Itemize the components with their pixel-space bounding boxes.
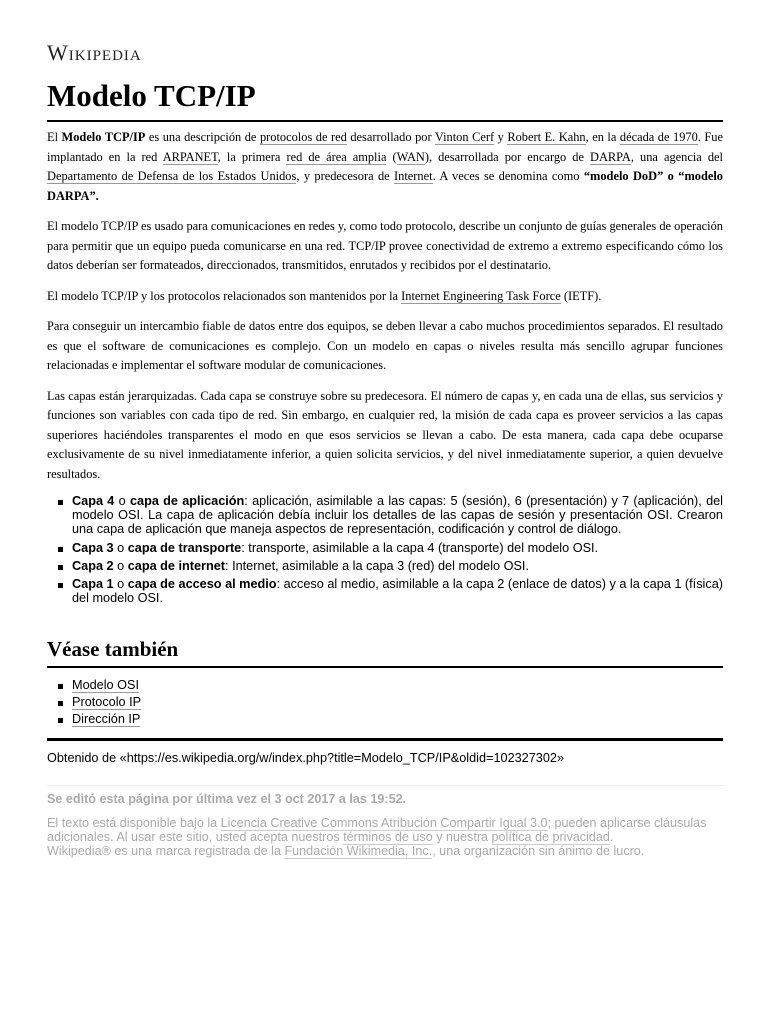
link-wan[interactable]: WAN [396, 149, 425, 164]
text: o [113, 540, 128, 555]
wordmark-text: Wikipedia [47, 40, 142, 65]
list-item [72, 711, 723, 728]
link-license[interactable]: Licencia Creative Commons Atribución Compartir Igual 3.0 [220, 816, 548, 831]
permanent-link[interactable]: https://es.wikipedia.org/w/index.php?title=Modelo_TCP/IP&oldid=102327302 [126, 751, 557, 766]
text: Wikipedia® es una marca registrada de la [47, 844, 285, 859]
layer-number: Capa 4 [72, 494, 115, 508]
paragraph-hierarchy: Las capas están jerarquizadas. Cada capa se construye sobre su predecesora. El número de capas y, en cada una de ellas, sus servicios y funciones son variables con cada tipo de red. Sin embargo, en cualquier red, la misión de cada capa es proveer servicios a las capas superiores haciéndoles transparentes el modo en que esos servicios se llevan a cabo. De esta manera, cada capa debe ocuparse exclusivamente de su nivel inmediatamente inferior, a quien solicita servicios, y del nivel inmediatamente superior, a quien devuelve resultados. [47, 388, 723, 481]
layer-number: Capa 3 [72, 540, 114, 555]
link-privacy-policy[interactable]: política de privacidad [491, 830, 610, 845]
last-edited: Se editó esta página por última vez el 3 oct 2017 a las 19:52. [47, 792, 407, 807]
list-item [72, 541, 723, 555]
text: . Fue implantado en la red [47, 130, 723, 164]
layers-list [47, 494, 723, 605]
layer-number: Capa 2 [72, 558, 114, 573]
text: ), desarrollada por encargo de [424, 149, 591, 164]
list-item [72, 494, 723, 537]
text: El modelo TCP/IP y los protocolos relacionados son mantenidos por la [47, 288, 402, 303]
link-decada-1970[interactable]: década de 1970 [619, 130, 698, 144]
text: , la primera [217, 149, 287, 164]
text: , una agencia del [630, 149, 723, 164]
text: El [47, 130, 62, 144]
text: desarrollado por [346, 130, 435, 144]
text: , en la [585, 130, 620, 144]
text: es una descripción de [145, 130, 260, 144]
layer-description: : aplicación, asimilable a las capas: 5 (sesión), 6 (presentación) y 7 (aplicación), del modelo OSI. La capa de aplicación debía incluir los detalles de las capas de sesión y presentación OSI. Crearon una capa de aplicación que maneja aspectos de representación, codificación y control de diálogo. [72, 494, 723, 537]
page-title: Modelo TCP/IP [47, 76, 723, 122]
link-modelo-osi[interactable]: Modelo OSI [72, 678, 139, 693]
text: , y predecesora de [296, 169, 395, 183]
text: . A veces se denomina como [432, 169, 584, 183]
text: » [556, 751, 565, 766]
list-item [72, 694, 723, 711]
layer-description: : acceso al medio, asimilable a la capa 2 (enlace de datos) y a la capa 1 (física) del modelo OSI. [72, 577, 723, 606]
text: o [114, 494, 130, 508]
layer-description: : transporte, asimilable a la capa 4 (transporte) del modelo OSI. [241, 540, 599, 555]
intro-paragraph [47, 128, 723, 206]
link-protocolos-de-red[interactable]: protocolos de red [259, 130, 347, 144]
layer-name: capa de acceso al medio [127, 577, 277, 592]
section-heading-see-also: Véase también [47, 635, 723, 668]
text: (IETF). [560, 288, 602, 303]
bold-term: Modelo TCP/IP [61, 130, 146, 144]
list-item [72, 577, 723, 605]
text: o [113, 558, 128, 573]
text: ; pueden aplicarse cláusulas adicionales. Al usar este sitio, usted acepta nuestros [47, 816, 707, 845]
layer-number: Capa 1 [72, 577, 114, 592]
paragraph-ietf [47, 287, 723, 307]
text: . [609, 830, 614, 845]
text: o [113, 577, 128, 592]
bold-alias: “modelo DoD” o “modelo DARPA”. [47, 169, 723, 203]
layer-name: capa de transporte [127, 540, 242, 555]
text: El texto está disponible bajo la [47, 816, 221, 831]
article-page [47, 40, 723, 858]
layer-name: capa de aplicación [129, 494, 245, 508]
link-robert-kahn[interactable]: Robert E. Kahn [507, 130, 586, 144]
paragraph-layers-intro: Para conseguir un intercambio fiable de datos entre dos equipos, se deben llevar a cabo muchos procedimientos separados. El resultado es que el software de comunicaciones es complejo. Con un modelo en capas o niveles resulta más sencillo agrupar funciones relacionadas e implementar el software modular de comunicaciones. [47, 319, 723, 372]
layer-description: : Internet, asimilable a la capa 3 (red) del modelo OSI. [225, 558, 529, 573]
link-darpa[interactable]: DARPA [590, 149, 631, 164]
link-departamento-defensa[interactable]: Departamento de Defensa de los Estados Unidos [47, 169, 297, 183]
link-terms-of-use[interactable]: términos de uso [343, 830, 433, 845]
text: y nuestra [432, 830, 492, 845]
wikipedia-wordmark[interactable] [47, 40, 723, 66]
page-footer [47, 785, 723, 858]
link-wikimedia-foundation[interactable]: Fundación Wikimedia, Inc. [284, 844, 433, 859]
text: , una organización sin ánimo de lucro. [432, 844, 645, 859]
link-arpanet[interactable]: ARPANET [162, 149, 218, 164]
layer-name: capa de internet [127, 558, 226, 573]
link-direccion-ip[interactable]: Dirección IP [72, 712, 141, 727]
link-red-area-amplia[interactable]: red de área amplia [286, 149, 387, 164]
retrieved-from [47, 738, 723, 765]
see-also-list [47, 677, 723, 728]
text: y [494, 130, 508, 144]
link-vinton-cerf[interactable]: Vinton Cerf [434, 130, 495, 144]
text: ( [386, 149, 397, 164]
license-text [47, 816, 723, 844]
link-protocolo-ip[interactable]: Protocolo IP [72, 695, 142, 710]
paragraph-usage: El modelo TCP/IP es usado para comunicaciones en redes y, como todo protocolo, describe un conjunto de guías generales de operación para permitir que un equipo pueda comunicarse en una red. TCP/IP provee conectividad de extremo a extremo especificando cómo los datos deberían ser formateados, direccionados, transmitidos, enrutados y recibidos por el destinatario. [47, 219, 723, 272]
link-ietf[interactable]: Internet Engineering Task Force [401, 288, 561, 303]
link-internet[interactable]: Internet [394, 169, 433, 183]
trademark-text [47, 844, 723, 858]
list-item [72, 677, 723, 694]
text: Obtenido de « [47, 751, 127, 766]
list-item [72, 559, 723, 573]
